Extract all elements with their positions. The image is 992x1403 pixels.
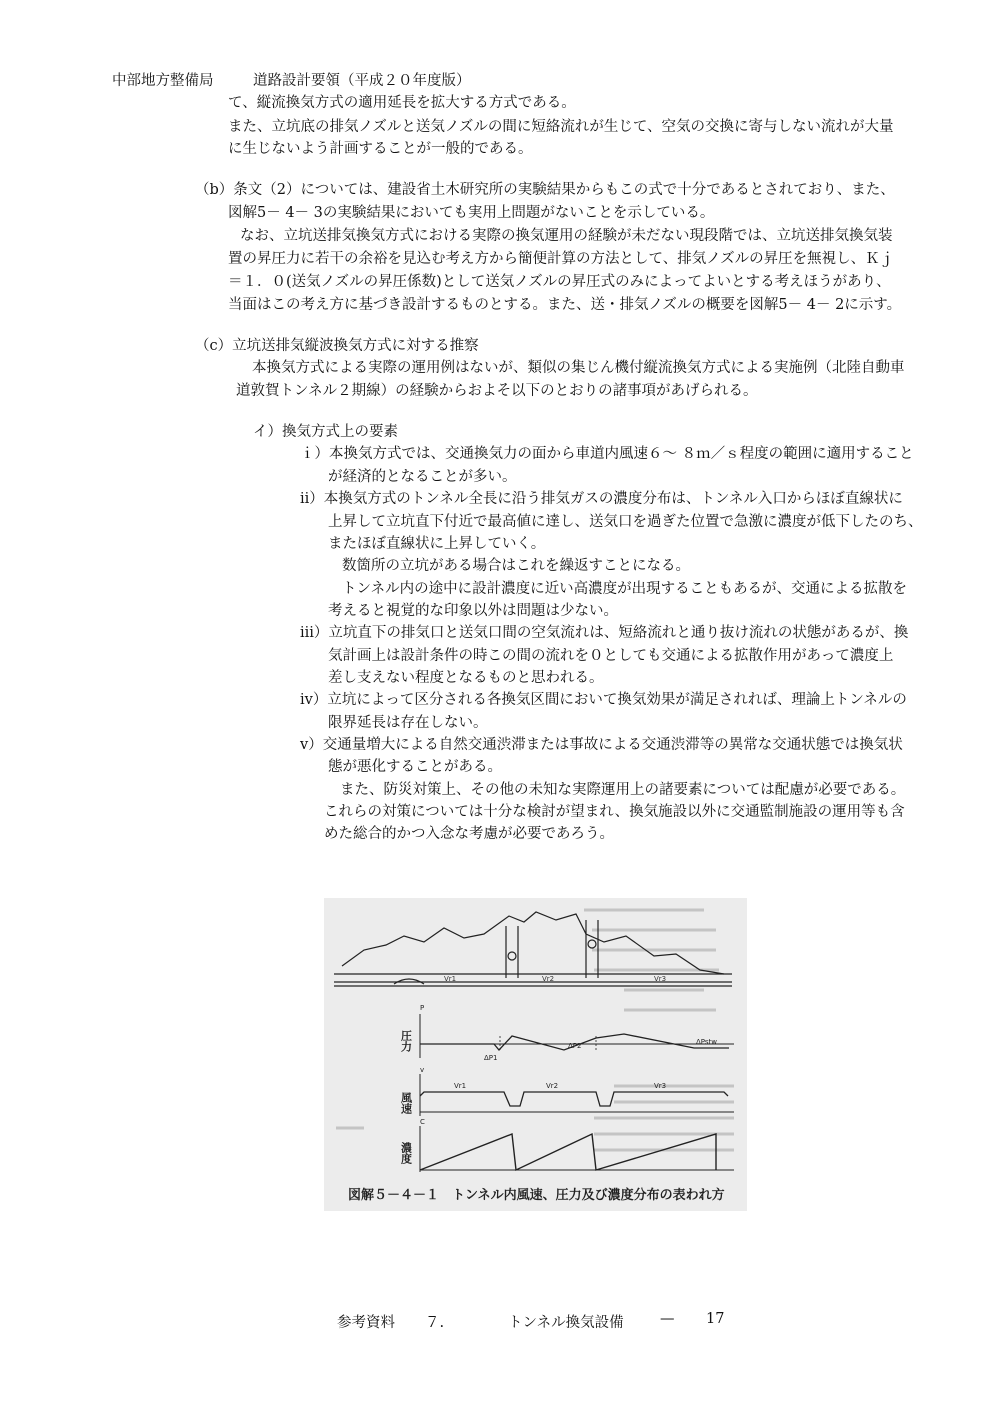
body-line: 図解5－ 4－ 3の実験結果においても実用上問題がないことを示している。 xyxy=(228,205,715,221)
p-axis-label: P xyxy=(420,1004,425,1012)
tunnel-diagram xyxy=(324,898,747,1211)
label-vr1: Vr1 xyxy=(444,975,457,983)
pressure-label: 圧力 xyxy=(399,1030,413,1052)
velocity-label: 風速 xyxy=(399,1092,413,1114)
graph-vr2: Vr2 xyxy=(546,1082,559,1090)
footer-chapter-title: トンネル換気設備 xyxy=(508,1315,624,1331)
item-iii: ⅲ）立坑直下の排気口と送気口間の空気流れは、短絡流れと通り抜け流れの状態があるが、換 xyxy=(300,625,909,641)
header-document-title: 道路設計要領（平成２０年度版） xyxy=(253,73,471,89)
body-line: 差し支えない程度となるものと思われる。 xyxy=(328,670,604,686)
header-organization: 中部地方整備局 xyxy=(112,73,214,89)
v-axis-label: v xyxy=(420,1066,425,1074)
body-line: 本換気方式による実際の運用例はないが、類似の集じん機付縦流換気方式による実施例（北陸自動車 xyxy=(252,360,905,376)
section-b-heading: （b）条文（2）については、建設省土木研究所の実験結果からもこの式で十分であるとされており、また、 xyxy=(195,182,895,198)
graph-vr3: Vr3 xyxy=(654,1082,667,1090)
body-line: 限界延長は存在しない。 xyxy=(328,715,488,731)
velocity-graph xyxy=(420,1074,734,1116)
figure-caption: 図解５－４－１ トンネル内風速、圧力及び濃度分布の表われ方 xyxy=(348,1188,725,1203)
body-line: 気計画上は設計条件の時この間の流れを０としても交通による拡散作用があって濃度上 xyxy=(328,648,894,664)
body-line: 置の昇圧力に若干の余裕を見込む考え方から簡便計算の方法として、排気ノズルの昇圧を無視し、Ｋｊ xyxy=(228,251,895,267)
body-line: めた総合的かつ入念な考慮が必要であろう。 xyxy=(324,826,614,842)
subsection-heading: イ）換気方式上の要素 xyxy=(253,424,398,440)
body-line: また、防災対策上、その他の未知な実際運用上の諸要素については配慮が必要である。 xyxy=(340,782,906,798)
dp-end-label: ΔPstw xyxy=(696,1038,718,1046)
background-bleed xyxy=(336,910,734,1150)
body-line: また、立坑底の排気ノズルと送気ノズルの間に短絡流れが生じて、空気の交換に寄与しない流れが大量 xyxy=(228,119,894,135)
footer-page-number: 17 xyxy=(706,1311,725,1327)
body-line: 考えると視覚的な印象以外は問題は少ない。 xyxy=(328,603,618,619)
body-line: なお、立坑送排気換気方式における実際の換気運用の経験が未だない現段階では、立坑送排気換気装 xyxy=(240,228,893,244)
body-line: に生じないよう計画することが一般的である。 xyxy=(228,141,533,157)
body-line: またほぼ直線状に上昇していく。 xyxy=(328,536,546,552)
item-iv: ⅳ）立坑によって区分される各換気区間において換気効果が満足されれば、理論上トンネルの xyxy=(300,692,907,708)
pressure-graph xyxy=(420,1014,734,1058)
graph-vr1: Vr1 xyxy=(454,1082,467,1090)
label-vr2: Vr2 xyxy=(542,975,555,983)
body-line: 態が悪化することがある。 xyxy=(328,759,502,775)
label-vr3: Vr3 xyxy=(654,975,667,983)
body-line: 当面はこの考え方に基づき設計するものとする。また、送・排気ノズルの概要を図解5－ 4－ 2に示す。 xyxy=(228,297,902,313)
footer-chapter-number: ７. xyxy=(425,1315,445,1331)
dp2-label: ΔP2 xyxy=(568,1042,582,1050)
body-line: 上昇して立坑直下付近で最高値に達し、送気口を過ぎた位置で急激に濃度が低下したのち、 xyxy=(328,514,923,530)
item-ii: ⅱ）本換気方式のトンネル全長に沿う排気ガスの濃度分布は、トンネル入口からほぼ直線状に xyxy=(300,491,903,507)
item-v: ⅴ）交通量増大による自然交通渋滞または事故による交通渋滞等の異常な交通状態では換気状 xyxy=(300,737,903,753)
section-c-heading: （c）立坑送排気縦波換気方式に対する推察 xyxy=(195,338,479,354)
footer-dash: — xyxy=(660,1311,675,1327)
body-line: トンネル内の途中に設計濃度に近い高濃度が出現することもあるが、交通による拡散を xyxy=(342,581,908,597)
body-line: これらの対策については十分な検討が望まれ、換気施設以外に交通監制施設の運用等も含 xyxy=(324,804,905,820)
footer-section: 参考資料 xyxy=(337,1315,395,1331)
body-line: が経済的となることが多い。 xyxy=(328,469,517,485)
c-axis-label: C xyxy=(420,1118,425,1126)
body-line: て、縦流換気方式の適用延長を拡大する方式である。 xyxy=(228,95,576,111)
body-line: 数箇所の立坑がある場合はこれを繰返すことになる。 xyxy=(342,558,690,574)
concentration-label: 濃度 xyxy=(399,1142,413,1164)
body-line: ＝１．０(送気ノズルの昇圧係数)として送気ノズルの昇圧式のみによってよいとする考えほうがあり、 xyxy=(228,274,891,290)
dp1-label: ΔP1 xyxy=(484,1054,498,1062)
body-line: 道敦賀トンネル２期線）の経験からおよそ以下のとおりの諸事項があげられる。 xyxy=(236,383,758,399)
figure-tunnel-distribution xyxy=(324,898,747,1211)
item-i: ｉ）本換気方式では、交通換気力の面から車道内風速６～ ８ｍ／ｓ程度の範囲に適用すること xyxy=(300,446,914,462)
